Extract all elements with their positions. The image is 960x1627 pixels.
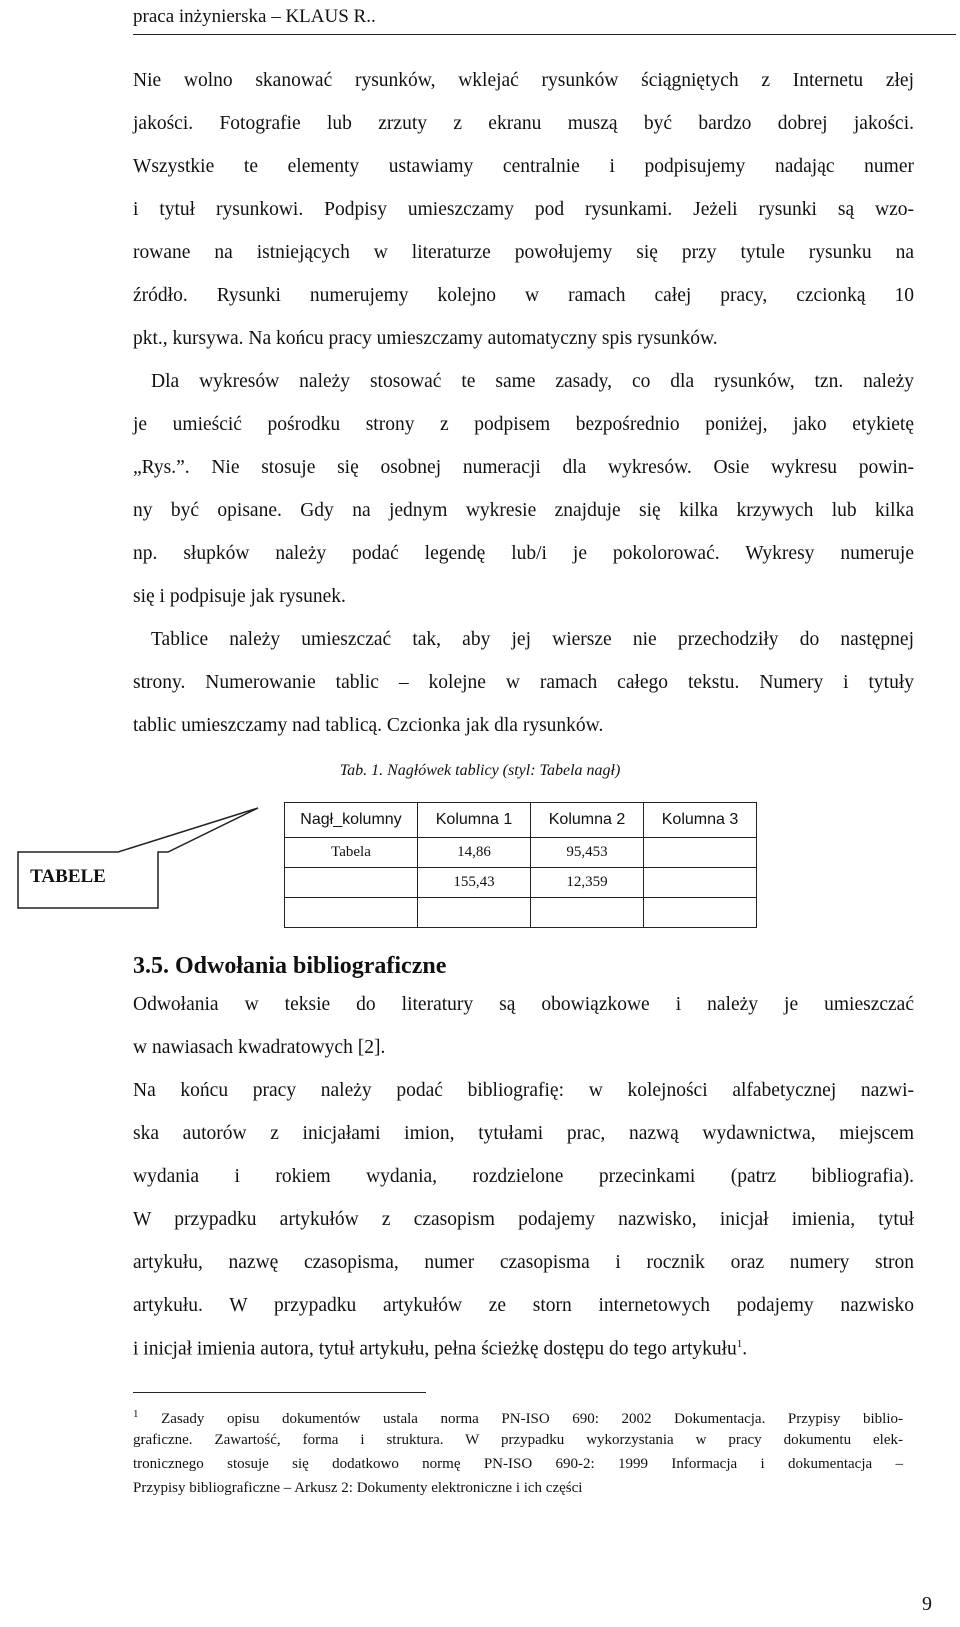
footnote-marker: 1	[133, 1408, 139, 1420]
footnote-text: Zasady opisu dokumentów ustala norma PN-ISO 690: 2002 Dokumentacja. Przypisy biblio-	[138, 1411, 903, 1427]
table-cell	[644, 838, 757, 868]
text-line: Nie wolno skanować rysunków, wklejać rysunków ściągniętych z Internetu złej	[133, 70, 914, 91]
table-cell: 12,359	[531, 868, 644, 898]
table-cell	[644, 898, 757, 928]
table-cell	[418, 898, 531, 928]
footnote-line: tronicznego stosuje się dodatkowo normę PN-ISO 690-2: 1999 Informacja i dokumentacja –	[133, 1456, 903, 1472]
page-number: 9	[922, 1593, 932, 1615]
table-header-cell: Kolumna 2	[531, 803, 644, 838]
text-line: się i podpisuje jak rysunek.	[133, 586, 346, 607]
sample-table	[284, 802, 757, 928]
text-line: Na końcu pracy należy podać bibliografię: w kolejności alfabetycznej nazwi-	[133, 1080, 914, 1101]
footnote-reference: 1	[736, 1338, 743, 1350]
text-line: w nawiasach kwadratowych [2].	[133, 1037, 386, 1058]
table-cell: Tabela	[285, 838, 418, 868]
header-rule	[133, 34, 956, 35]
table-row	[285, 868, 757, 898]
table-row	[285, 838, 757, 868]
table-cell	[285, 868, 418, 898]
table-cell: 14,86	[418, 838, 531, 868]
callout-shape	[0, 780, 300, 920]
table-header-cell: Nagł_kolumny	[285, 803, 418, 838]
footnote-line: graficzne. Zawartość, forma i struktura. W przypadku wykorzystania w pracy dokumentu elek-	[133, 1432, 903, 1448]
table-header-cell: Kolumna 3	[644, 803, 757, 838]
footnote-rule	[133, 1392, 426, 1393]
text-line: Odwołania w teksie do literatury są obowiązkowe i należy je umieszczać	[133, 994, 914, 1015]
table-header-row	[285, 803, 757, 838]
text-fragment: .	[742, 1338, 748, 1360]
text-line: tablic umieszczamy nad tablicą. Czcionka jak dla rysunków.	[133, 715, 604, 736]
text-line: je umieścić pośrodku strony z podpisem bezpośrednio poniżej, jako etykietę	[133, 414, 914, 435]
table-cell	[644, 868, 757, 898]
text-line: ska autorów z inicjałami imion, tytułami prac, nazwą wydawnictwa, miejscem	[133, 1123, 914, 1144]
text-line: np. słupków należy podać legendę lub/i je pokolorować. Wykresy numeruje	[133, 543, 914, 564]
text-line: artykułu. W przypadku artykułów ze storn internetowych podajemy nazwisko	[133, 1295, 914, 1316]
table-header-cell: Kolumna 1	[418, 803, 531, 838]
text-line: W przypadku artykułów z czasopism podajemy nazwisko, inicjał imienia, tytuł	[133, 1209, 914, 1230]
table-cell: 95,453	[531, 838, 644, 868]
text-line: Tablice należy umieszczać tak, aby jej wiersze nie przechodziły do następnej	[151, 629, 914, 650]
text-line: strony. Numerowanie tablic – kolejne w ramach całego tekstu. Numery i tytuły	[133, 672, 914, 693]
running-header: praca inżynierska – KLAUS R..	[133, 6, 376, 27]
text-line: Dla wykresów należy stosować te same zasady, co dla rysunków, tzn. należy	[151, 371, 914, 392]
table-row	[285, 898, 757, 928]
text-line: i tytuł rysunkowi. Podpisy umieszczamy pod rysunkami. Jeżeli rysunki są wzo-	[133, 199, 914, 220]
text-line: pkt., kursywa. Na końcu pracy umieszczamy automatyczny spis rysunków.	[133, 328, 718, 349]
footnote-line: Przypisy bibliograficzne – Arkusz 2: Dokumenty elektroniczne i ich części	[133, 1480, 583, 1496]
text-line: ny być opisane. Gdy na jednym wykresie znajduje się kilka krzywych lub kilka	[133, 500, 914, 521]
text-line: rowane na istniejących w literaturze powołujemy się przy tytule rysunku na	[133, 242, 914, 263]
table-cell	[531, 898, 644, 928]
text-line: artykułu, nazwę czasopisma, numer czasopisma i rocznik oraz numery stron	[133, 1252, 914, 1273]
text-line: wydania i rokiem wydania, rozdzielone przecinkami (patrz bibliografia).	[133, 1166, 914, 1187]
text-line: Wszystkie te elementy ustawiamy centralnie i podpisujemy nadając numer	[133, 156, 914, 177]
footnote-line	[133, 1408, 903, 1428]
callout-outline	[18, 808, 258, 908]
text-fragment: i inicjał imienia autora, tytuł artykułu, pełna ścieżkę dostępu do tego artykułu	[133, 1338, 737, 1360]
table-caption: Tab. 1. Nagłówek tablicy (styl: Tabela nagł)	[339, 762, 621, 779]
section-title: 3.5. Odwołania bibliograficzne	[133, 953, 447, 979]
table-cell: 155,43	[418, 868, 531, 898]
text-line: źródło. Rysunki numerujemy kolejno w ramach całej pracy, czcionką 10	[133, 285, 914, 306]
text-line	[133, 1338, 914, 1361]
callout-label: TABELE	[30, 866, 106, 887]
text-line: jakości. Fotografie lub zrzuty z ekranu muszą być bardzo dobrej jakości.	[133, 113, 914, 134]
text-line: „Rys.”. Nie stosuje się osobnej numeracji dla wykresów. Osie wykresu powin-	[133, 457, 914, 478]
table-cell	[285, 898, 418, 928]
